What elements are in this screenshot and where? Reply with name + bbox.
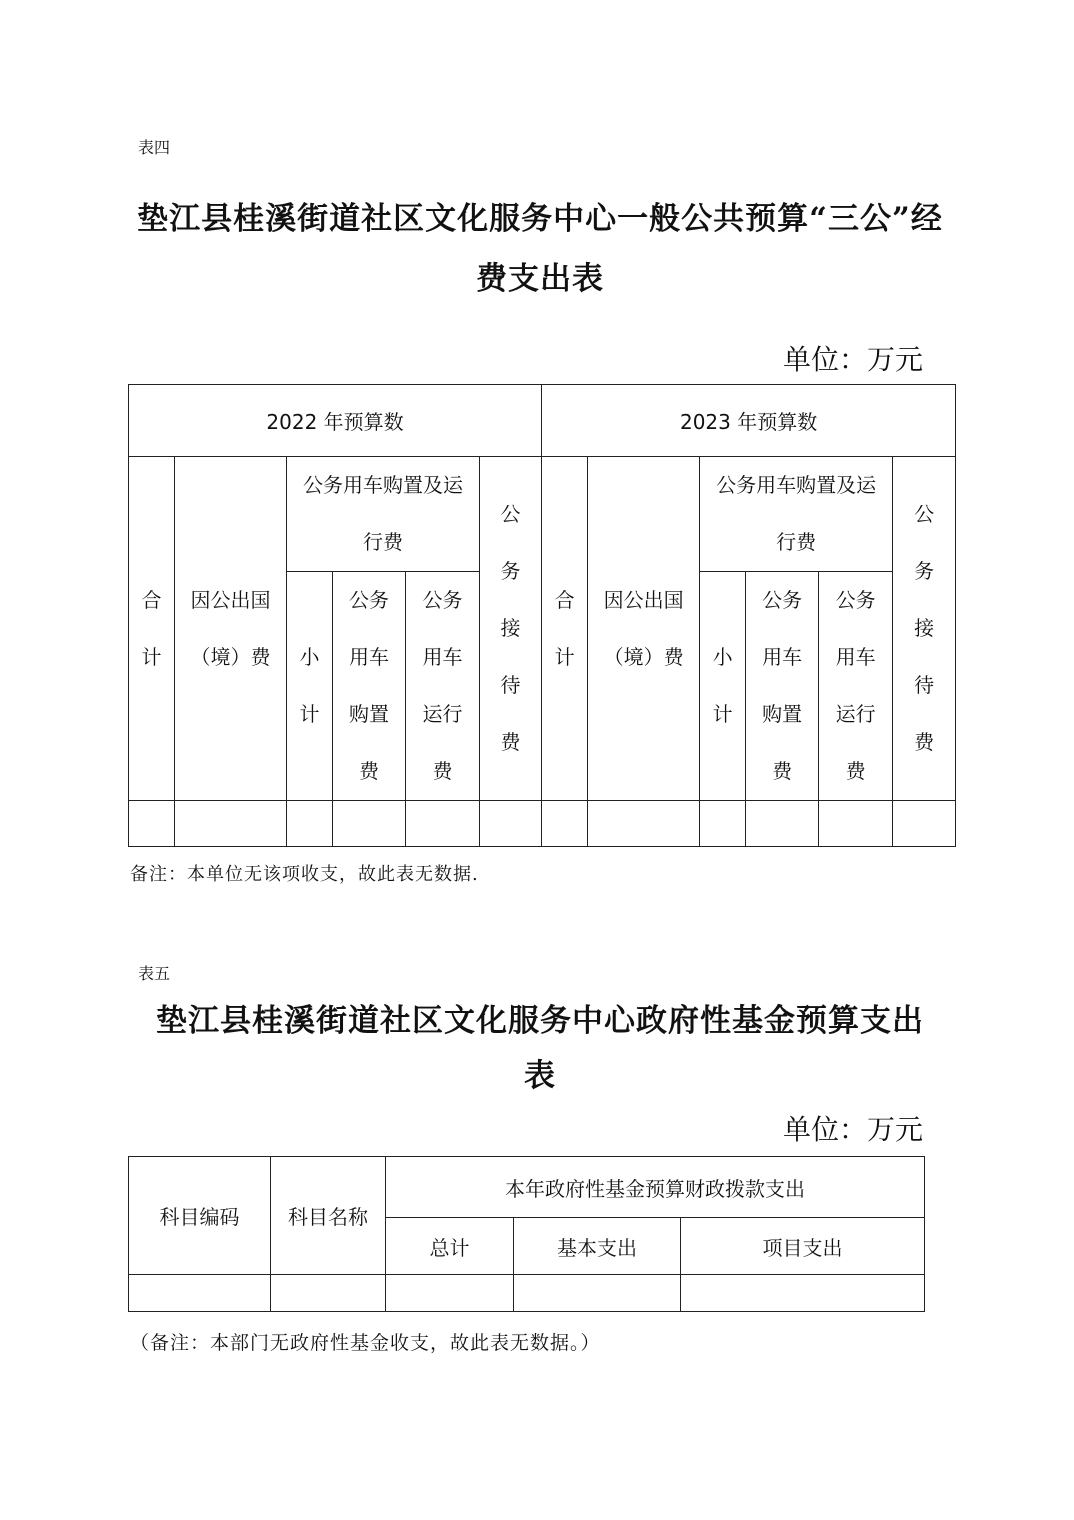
table4-title-line1: 垫江县桂溪街道社区文化服务中心一般公共预算“三公”经 bbox=[137, 201, 943, 237]
table-row bbox=[129, 801, 956, 847]
empty-cell bbox=[514, 1275, 681, 1312]
table5-title-line2: 表 bbox=[524, 1058, 556, 1094]
empty-cell bbox=[386, 1275, 514, 1312]
vehicle-header-2022: 公务用车购置及运 行费 bbox=[287, 457, 480, 572]
subject-code-header: 科目编码 bbox=[129, 1157, 271, 1275]
table4 bbox=[128, 384, 956, 847]
subtotal-header-2023: 小 计 bbox=[700, 572, 746, 801]
empty-cell bbox=[681, 1275, 925, 1312]
vehicle-purchase-header-2022: 公务 用车 购置 费 bbox=[333, 572, 406, 801]
reception-header-2023: 公 务 接 待 费 bbox=[893, 457, 956, 801]
table5 bbox=[128, 1156, 925, 1312]
year-2023-header: 2023 年预算数 bbox=[542, 385, 956, 457]
table5-title-line1: 垫江县桂溪街道社区文化服务中心政府性基金预算支出 bbox=[156, 1003, 924, 1039]
vehicle-purchase-header-2023: 公务 用车 购置 费 bbox=[746, 572, 819, 801]
project-expenditure-header: 项目支出 bbox=[681, 1218, 925, 1275]
empty-cell bbox=[819, 801, 893, 847]
empty-cell bbox=[893, 801, 956, 847]
empty-cell bbox=[287, 801, 333, 847]
total-header-2022: 合 计 bbox=[129, 457, 175, 801]
empty-cell bbox=[480, 801, 542, 847]
empty-cell bbox=[129, 1275, 271, 1312]
vehicle-operation-header-2023: 公务 用车 运行 费 bbox=[819, 572, 893, 801]
table-row bbox=[129, 1275, 925, 1312]
fund-expenditure-header: 本年政府性基金预算财政拨款支出 bbox=[386, 1157, 925, 1218]
table4-note: 备注：本单位无该项收支，故此表无数据. bbox=[130, 864, 479, 885]
table5-label: 表五 bbox=[138, 964, 171, 983]
empty-cell bbox=[129, 801, 175, 847]
empty-cell bbox=[542, 801, 588, 847]
table5-unit: 单位：万元 bbox=[783, 1113, 924, 1146]
empty-cell bbox=[333, 801, 406, 847]
vehicle-header-2023: 公务用车购置及运 行费 bbox=[700, 457, 893, 572]
empty-cell bbox=[588, 801, 700, 847]
table4-unit: 单位：万元 bbox=[783, 343, 924, 376]
total-header: 总计 bbox=[386, 1218, 514, 1275]
empty-cell bbox=[271, 1275, 386, 1312]
empty-cell bbox=[175, 801, 287, 847]
table5-note: （备注：本部门无政府性基金收支，故此表无数据。） bbox=[130, 1332, 601, 1354]
reception-header-2022: 公 务 接 待 费 bbox=[480, 457, 542, 801]
total-header-2023: 合 计 bbox=[542, 457, 588, 801]
table4-title-line2: 费支出表 bbox=[476, 261, 604, 297]
subject-name-header: 科目名称 bbox=[271, 1157, 386, 1275]
empty-cell bbox=[700, 801, 746, 847]
empty-cell bbox=[746, 801, 819, 847]
empty-cell bbox=[406, 801, 480, 847]
subtotal-header-2022: 小 计 bbox=[287, 572, 333, 801]
year-2022-header: 2022 年预算数 bbox=[129, 385, 542, 457]
table4-label: 表四 bbox=[138, 138, 171, 157]
basic-expenditure-header: 基本支出 bbox=[514, 1218, 681, 1275]
abroad-header-2023: 因公出国 （境）费 bbox=[588, 457, 700, 801]
abroad-header-2022: 因公出国 （境）费 bbox=[175, 457, 287, 801]
vehicle-operation-header-2022: 公务 用车 运行 费 bbox=[406, 572, 480, 801]
